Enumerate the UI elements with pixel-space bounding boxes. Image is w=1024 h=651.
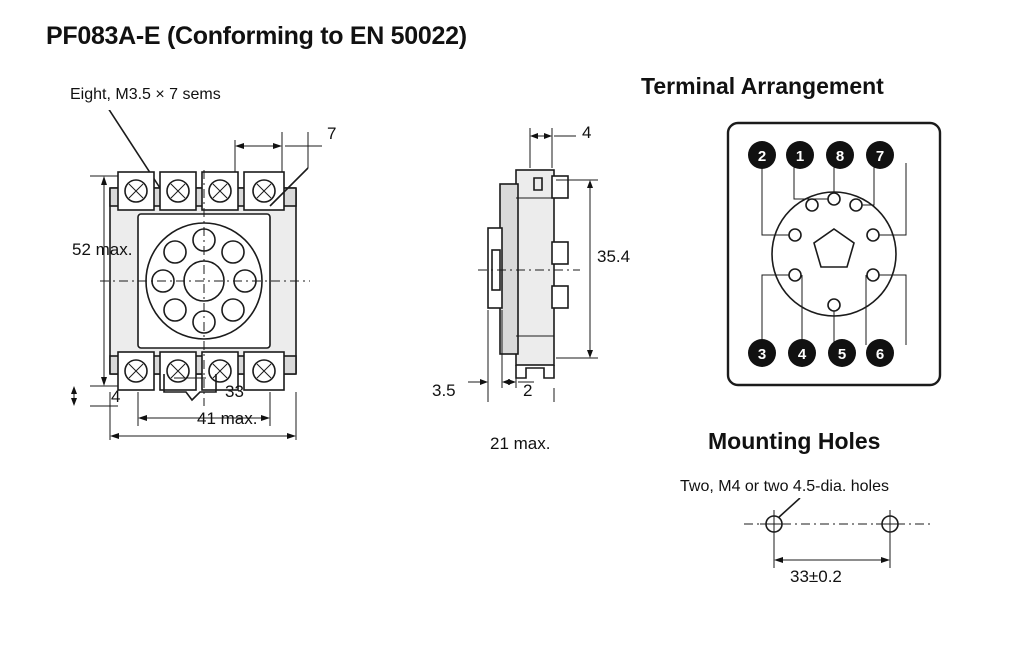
side-view-dim-21max: 21 max. bbox=[490, 434, 551, 453]
mounting-holes-heading: Mounting Holes bbox=[708, 428, 881, 454]
terminal-label-1: 1 bbox=[795, 148, 805, 165]
terminal-label-4: 4 bbox=[797, 346, 807, 363]
front-view-dim-4: 4 bbox=[111, 387, 121, 406]
terminal-label-6: 6 bbox=[875, 346, 885, 363]
side-view-dim-2: 2 bbox=[523, 381, 533, 400]
terminal-label-3: 3 bbox=[757, 346, 767, 363]
front-view-dim-41max: 41 max. bbox=[197, 409, 258, 428]
front-view-dim-52max: 52 max. bbox=[72, 240, 133, 259]
terminal-label-2: 2 bbox=[757, 148, 767, 165]
side-view-dim-35-4: 35.4 bbox=[597, 247, 631, 266]
mounting-holes-note: Two, M4 or two 4.5-dia. holes bbox=[680, 478, 889, 495]
side-view-dim-4: 4 bbox=[582, 123, 592, 142]
side-view-dim-3-5: 3.5 bbox=[432, 381, 456, 400]
terminal-label-7: 7 bbox=[875, 148, 885, 165]
terminal-label-5: 5 bbox=[837, 346, 847, 363]
mounting-holes-dim-33: 33±0.2 bbox=[790, 567, 842, 586]
terminal-label-8: 8 bbox=[835, 148, 845, 165]
mounting-holes-drawing bbox=[730, 498, 960, 598]
front-view-callout-note: Eight, M3.5 × 7 sems bbox=[70, 86, 221, 103]
front-view-dim-7: 7 bbox=[327, 124, 337, 143]
page-title: PF083A-E (Conforming to EN 50022) bbox=[46, 22, 467, 50]
front-view-dim-33: 33 bbox=[225, 382, 244, 401]
terminal-arrangement-heading: Terminal Arrangement bbox=[641, 73, 884, 99]
terminal-arrangement-drawing bbox=[718, 115, 968, 395]
